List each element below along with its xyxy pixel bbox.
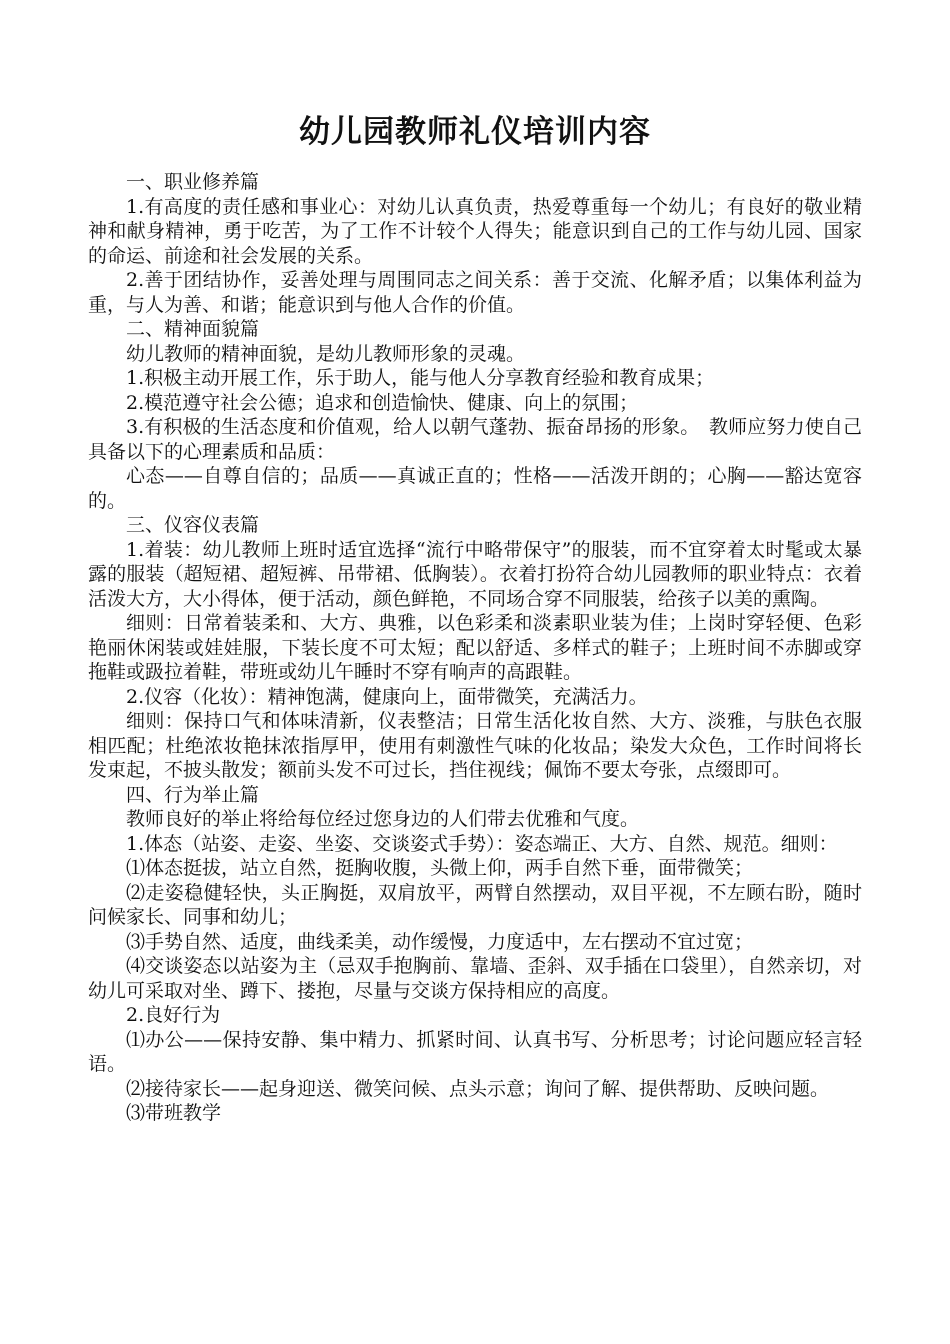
list-item: ⑶带班教学 [126, 1102, 222, 1124]
paragraph: 幼儿教师的精神面貌，是幼儿教师形象的灵魂。 [126, 342, 526, 365]
paragraph: 心态——自尊自信的；品质——真诚正直的；性格——活泼开朗的；心胸——豁达宽容的。 [88, 465, 862, 512]
list-item: ⑴办公——保持安静、集中精力、抓紧时间、认真书写、分析思考；讨论问题应轻言轻语。 [88, 1028, 862, 1075]
document-page [88, 112, 862, 1126]
paragraph: 教师良好的举止将给每位经过您身边的人们带去优雅和气度。 [126, 808, 640, 830]
list-item: ⑶手势自然、适度，曲线柔美，动作缓慢，力度适中，左右摆动不宜过宽； [126, 930, 754, 953]
document-title: 幼儿园教师礼仪培训内容 [299, 114, 651, 150]
paragraph: 2.良好行为 [126, 1004, 221, 1026]
paragraph: 2.仪容（化妆）：精神饱满，健康向上，面带微笑，充满活力。 [126, 685, 648, 708]
list-item: ⑵接待家长——起身迎送、微笑问候、点头示意；询问了解、提供帮助、反映问题。 [126, 1077, 830, 1100]
paragraph: 1.积极主动开展工作，乐于助人，能与他人分享教育经验和教育成果； [126, 367, 715, 389]
section-heading-1: 一、职业修养篇 [126, 171, 260, 193]
paragraph: 1.有高度的责任感和事业心：对幼儿认真负责，热爱尊重每一个幼儿；有良好的敬业精神和献身精神，勇于吃苦，为了工作不计较个人得失；能意识到自己的工作与幼儿园、国家的命运、前途和社会发展的关系。 [88, 195, 862, 267]
paragraph: 2.善于团结协作，妥善处理与周围同志之间关系：善于交流、化解矛盾；以集体利益为重，与人为善、和谐；能意识到与他人合作的价值。 [88, 269, 862, 316]
paragraph: 1.着装：幼儿教师上班时适宜选择“流行中略带保守”的服装，而不宜穿着太时髦或太暴露的服装（超短裙、超短裤、吊带裙、低胸装）。衣着打扮符合幼儿园教师的职业特点：衣着活泼大方，大小得体，便于活动，颜色鲜艳，不同场合穿不同服装，给孩子以美的熏陶。 [88, 538, 862, 610]
paragraph: 细则：日常着装柔和、大方、典雅，以色彩柔和淡素职业装为佳；上岗时穿轻便、色彩艳丽休闲装或娃娃服，下装长度不可太短；配以舒适、多样式的鞋子；上班时间不赤脚或穿拖鞋或趿拉着鞋，带班或幼儿午睡时不穿有响声的高跟鞋。 [88, 612, 862, 683]
paragraph: 2.模范遵守社会公德；追求和创造愉快、健康、向上的氛围； [126, 391, 639, 414]
paragraph: 3.有积极的生活态度和价值观，给人以朝气蓬勃、振奋昂扬的形象。 教师应努力使自己具备以下的心理素质和品质： [88, 416, 862, 463]
list-item: ⑵走姿稳健轻快，头正胸挺，双肩放平，两臂自然摆动，双目平视，不左顾右盼，随时问候家长、同事和幼儿； [88, 881, 862, 928]
list-item: ⑷交谈姿态以站姿为主（忌双手抱胸前、靠墙、歪斜、双手插在口袋里），自然亲切，对幼儿可采取对坐、蹲下、搂抱，尽量与交谈方保持相应的高度。 [88, 955, 862, 1002]
paragraph: 细则：保持口气和体味清新，仪表整洁；日常生活化妆自然、大方、淡雅，与肤色衣服相匹配；杜绝浓妆艳抹浓指厚甲，使用有刺激性气味的化妆品；染发大众色，工作时间将长发束起，不披头散发；额前头发不可过长，挡住视线；佩饰不要太夸张，点缀即可。 [88, 710, 862, 781]
section-heading-4: 四、行为举止篇 [126, 783, 260, 806]
section-heading-3: 三、仪容仪表篇 [126, 514, 260, 536]
paragraph: 1.体态（站姿、走姿、坐姿、交谈姿式手势）：姿态端正、大方、自然、规范。细则： [126, 832, 838, 855]
section-heading-2: 二、精神面貌篇 [126, 318, 260, 340]
list-item: ⑴体态挺拔，站立自然，挺胸收腹，头微上仰，两手自然下垂，面带微笑； [126, 857, 754, 879]
